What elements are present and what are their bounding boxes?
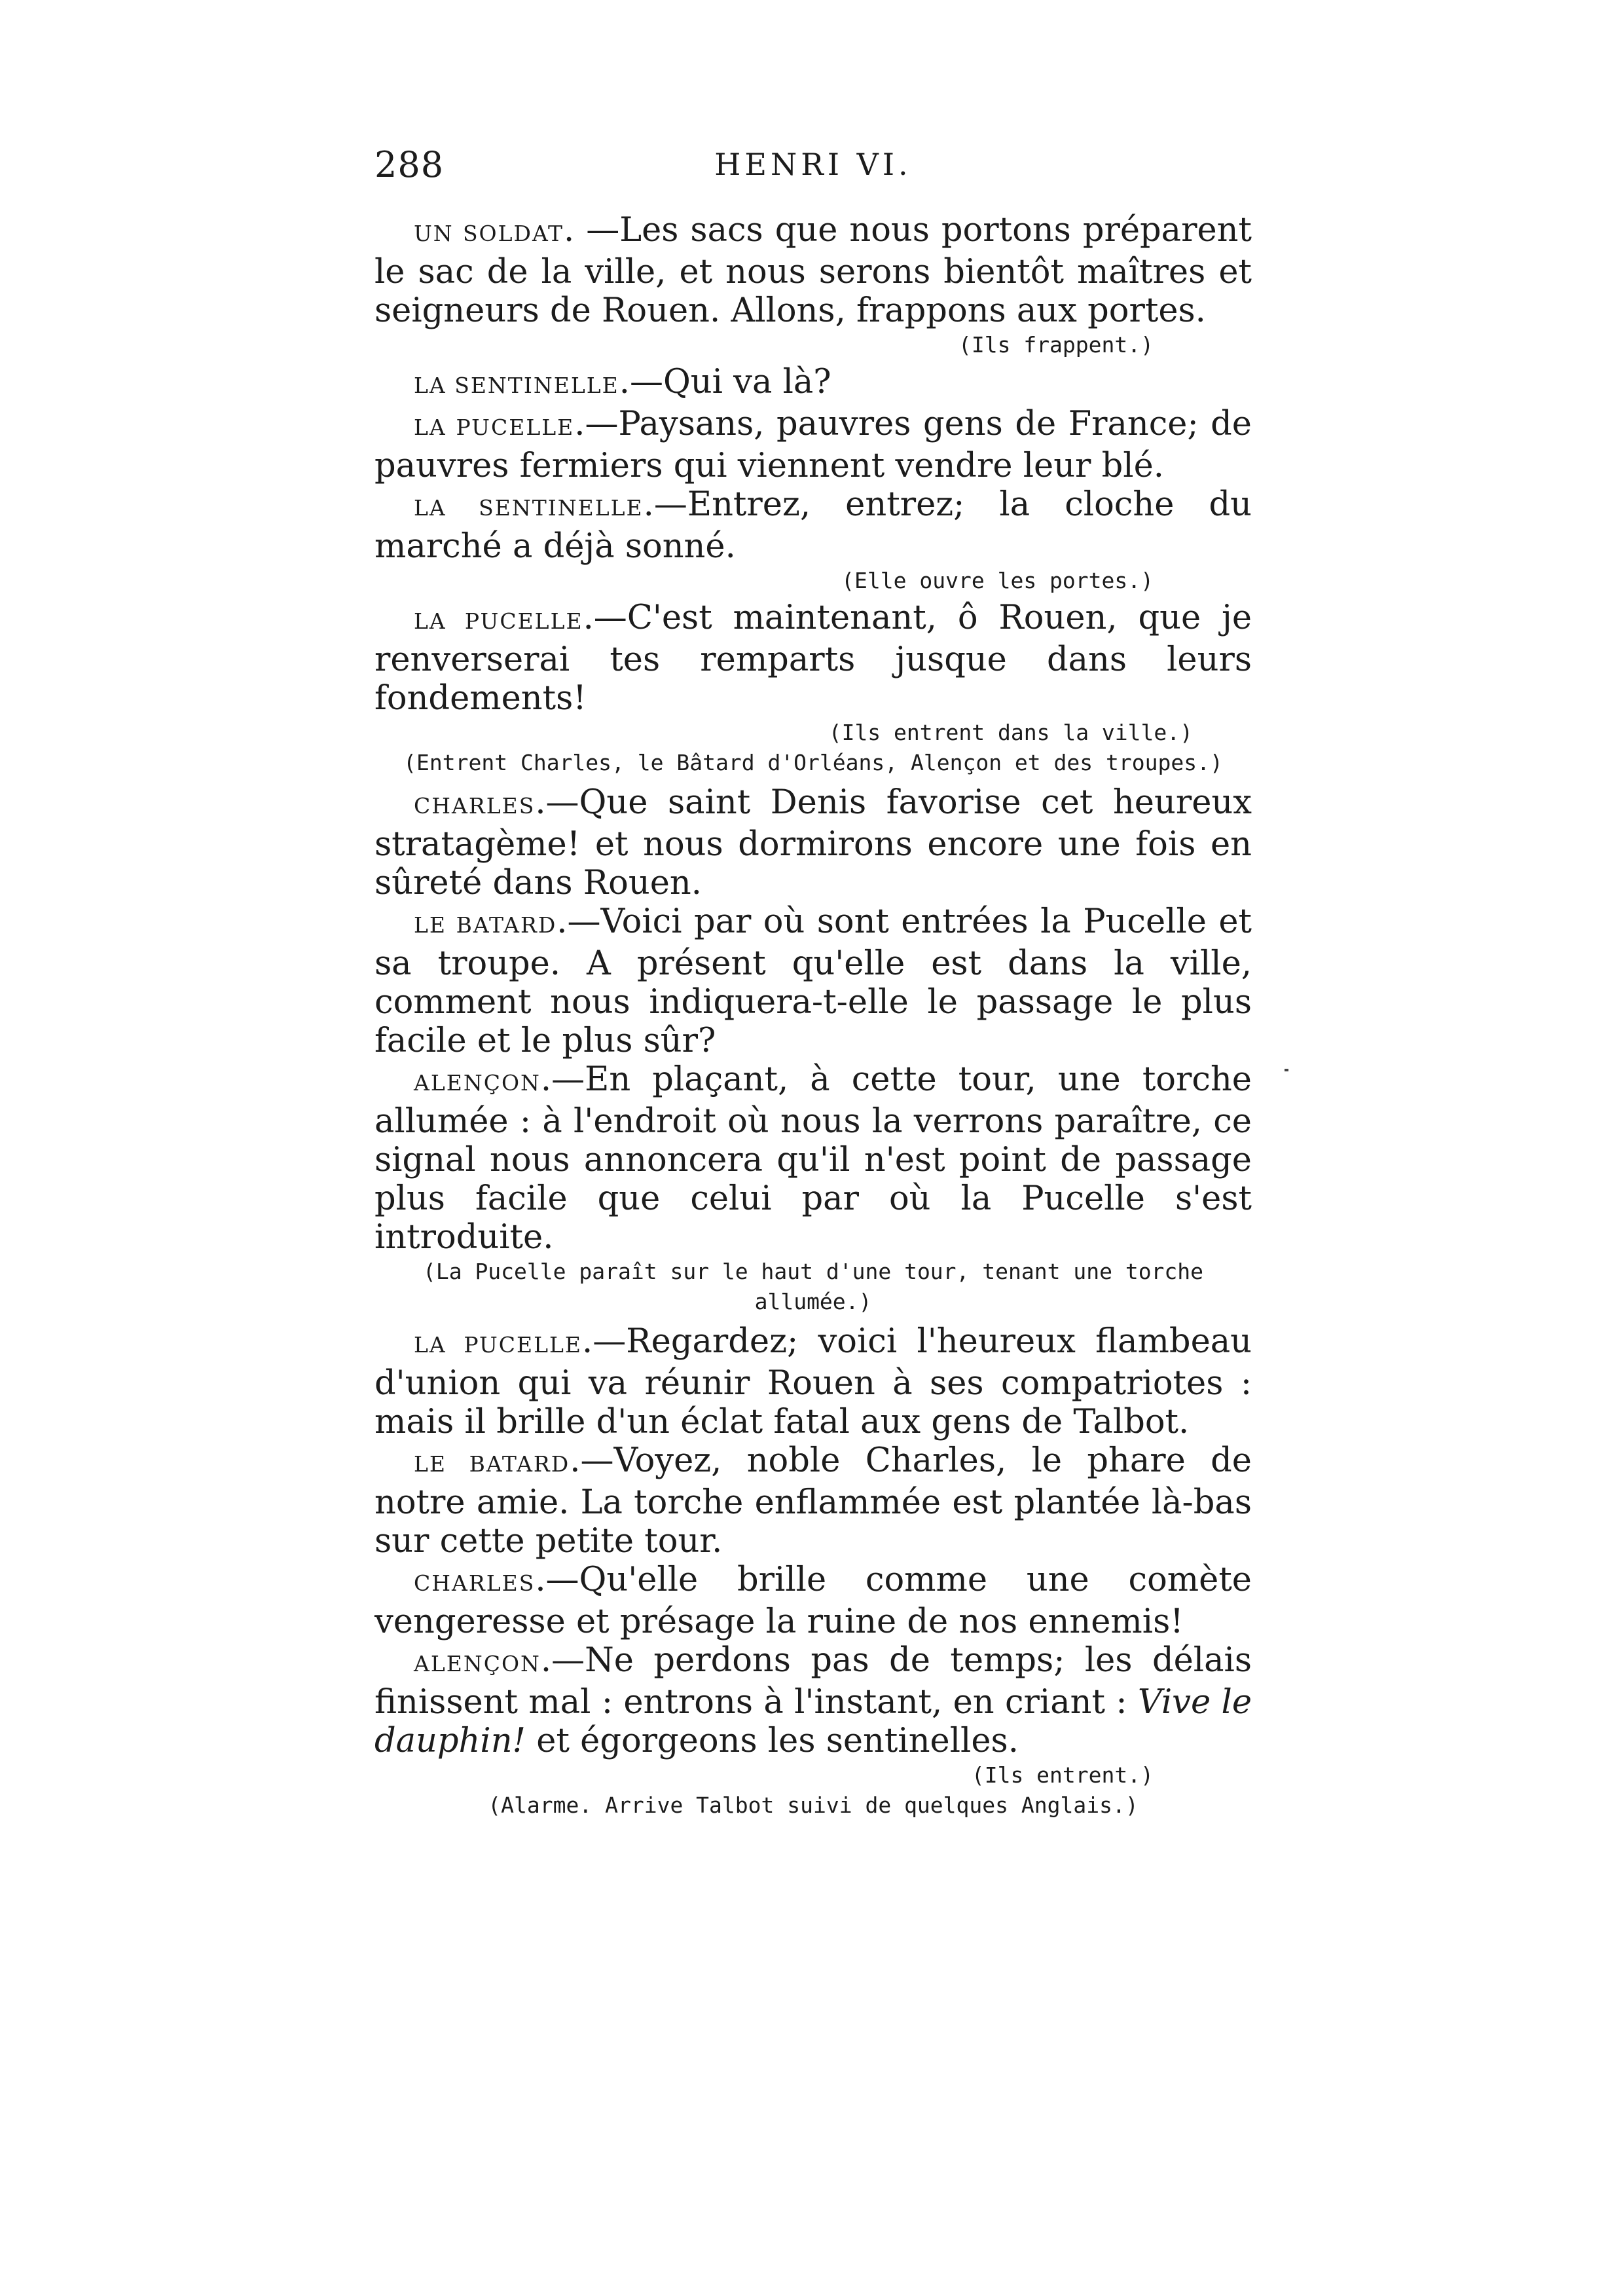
speech-text: Regardez; voici l'heureux flambeau d'union qui va réunir Rouen à ses compatriotes : mais il brille d'un éclat fatal aux gens de Talbot.: [374, 1322, 1252, 1441]
speech-text: C'est maintenant, ô Rouen, que je renverserai tes remparts jusque dans leurs fondements!: [374, 599, 1252, 718]
speaker-name: ALENÇON: [414, 1070, 541, 1096]
speaker-name: CHARLES: [414, 793, 536, 819]
speech-block: CHARLES.—Que saint Denis favorise cet heureux stratagème! et nous dormirons encore une fois en sûreté dans Rouen.: [374, 783, 1252, 902]
speech-block: UN SOLDAT. —Les sacs que nous portons préparent le sac de la ville, et nous serons bientôt maîtres et seigneurs de Rouen. Allons, frappons aux portes.: [374, 211, 1252, 330]
play-text: [374, 211, 1252, 1821]
speaker-name: CHARLES: [414, 1570, 536, 1596]
stage-direction: (La Pucelle paraît sur le haut d'une tour, tenant une torche allumée.): [422, 1259, 1204, 1314]
stage-direction: (Alarme. Arrive Talbot suivi de quelques Anglais.): [488, 1792, 1139, 1818]
speech-block: LA SENTINELLE.—Qui va là?: [414, 363, 831, 401]
speech-block: LA SENTINELLE.—Entrez, entrez; la cloche du marché a déjà sonné.: [374, 485, 1252, 566]
stage-direction: (Ils frappent.): [958, 332, 1154, 358]
speech-text: et égorgeons les sentinelles.: [526, 1722, 1019, 1760]
speech-text: Ne perdons pas de temps; les délais finissent mal : entrons à l'instant, en criant :: [374, 1641, 1252, 1722]
speaker-name: UN SOLDAT: [414, 221, 564, 246]
speech-text: Qu'elle brille comme une comète vengeresse et présage la ruine de nos ennemis!: [374, 1561, 1252, 1641]
speech-text-italic: Vive le dauphin!: [374, 1683, 1252, 1760]
speech-block: LA PUCELLE.—Paysans, pauvres gens de France; de pauvres fermiers qui viennent vendre leur blé.: [374, 405, 1252, 485]
book-page: [374, 0, 1252, 2296]
speech-text: Les sacs que nous portons préparent le sac de la ville, et nous serons bientôt maîtres et seigneurs de Rouen. Allons, frappons aux portes.: [374, 211, 1252, 330]
speech-block: ALENÇON.—En plaçant, à cette tour, une torche allumée : à l'endroit où nous la verrons paraître, ce signal nous annoncera qu'il n'est point de passage plus facile que celui par où la Pucelle s'est introduite.: [374, 1060, 1252, 1257]
speech-block: LE BATARD.—Voyez, noble Charles, le phare de notre amie. La torche enflammée est plantée là-bas sur cette petite tour.: [374, 1441, 1252, 1561]
speaker-name: LA PUCELLE: [414, 415, 575, 440]
stage-direction: (Ils entrent.): [971, 1762, 1154, 1788]
stage-direction: (Elle ouvre les portes.): [841, 568, 1154, 593]
speaker-name: LA PUCELLE: [414, 608, 583, 634]
speaker-name: LA PUCELLE: [414, 1332, 583, 1358]
page-number: 288: [374, 144, 445, 185]
speaker-name: ALENÇON: [414, 1651, 541, 1676]
running-title: HENRI VI.: [714, 147, 912, 182]
speaker-name: LE BATARD: [414, 1451, 570, 1477]
speaker-name: LA SENTINELLE: [414, 495, 644, 521]
speech-block: LA PUCELLE.—C'est maintenant, ô Rouen, que je renverserai tes remparts jusque dans leurs fondements!: [374, 599, 1252, 718]
speech-text: Que saint Denis favorise cet heureux stratagème! et nous dormirons encore une fois en sûreté dans Rouen.: [374, 783, 1252, 902]
speech-block: ALENÇON.—Ne perdons pas de temps; les délais finissent mal : entrons à l'instant, en criant : Vive le dauphin! et égorgeons les sentinelles.: [374, 1641, 1252, 1760]
speech-text: Qui va là?: [663, 363, 831, 401]
speech-text: Voici par où sont entrées la Pucelle et sa troupe. A présent qu'elle est dans la ville, comment nous indiquera-t-elle le passage le plus facile et le plus sûr?: [374, 902, 1252, 1060]
speech-text: Entrez, entrez; la cloche du marché a déjà sonné.: [374, 485, 1252, 566]
page-header: [374, 144, 1252, 196]
speech-block: LE BATARD.—Voici par où sont entrées la Pucelle et sa troupe. A présent qu'elle est dans la ville, comment nous indiquera-t-elle le passage le plus facile et le plus sûr?: [374, 902, 1252, 1060]
print-speck: [1285, 1069, 1288, 1071]
speech-block: CHARLES.—Qu'elle brille comme une comète vengeresse et présage la ruine de nos ennemis!: [374, 1561, 1252, 1641]
speech-block: LA PUCELLE.—Regardez; voici l'heureux flambeau d'union qui va réunir Rouen à ses compatriotes : mais il brille d'un éclat fatal aux gens de Talbot.: [374, 1322, 1252, 1441]
speech-text: Paysans, pauvres gens de France; de pauvres fermiers qui viennent vendre leur blé.: [374, 405, 1252, 485]
speaker-name: LE BATARD: [414, 912, 557, 938]
stage-direction: (Ils entrent dans la ville.): [828, 720, 1193, 745]
speech-text: En plaçant, à cette tour, une torche allumée : à l'endroit où nous la verrons paraître, ce signal nous annoncera qu'il n'est point de passage plus facile que celui par où la Pucelle s'est introduite.: [374, 1060, 1252, 1257]
stage-direction: (Entrent Charles, le Bâtard d'Orléans, Alençon et des troupes.): [403, 750, 1223, 775]
speech-text: Voyez, noble Charles, le phare de notre amie. La torche enflammée est plantée là-bas sur cette petite tour.: [374, 1441, 1252, 1561]
speaker-name: LA SENTINELLE: [414, 373, 619, 398]
